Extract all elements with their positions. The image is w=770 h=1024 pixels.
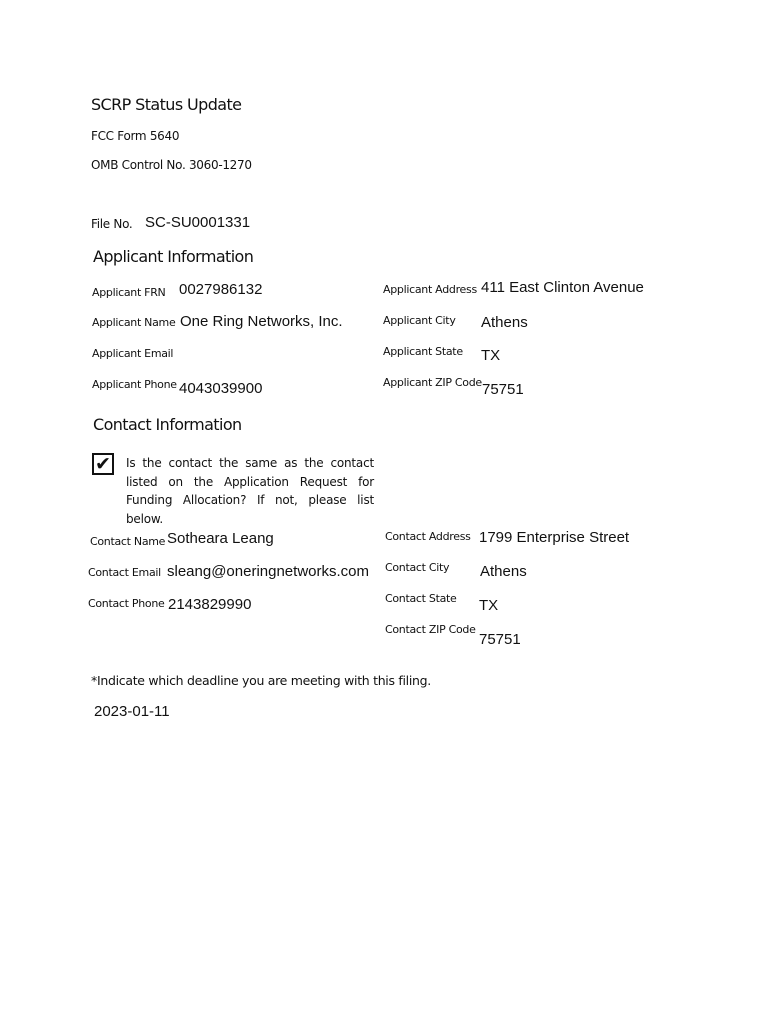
contact-info-heading: Contact Information: [93, 415, 242, 434]
applicant-frn-value: 0027986132: [179, 281, 263, 298]
applicant-state-label: Applicant State: [383, 345, 463, 358]
applicant-name-label: Applicant Name: [92, 316, 176, 329]
applicant-email-label: Applicant Email: [92, 347, 174, 360]
applicant-phone-label: Applicant Phone: [92, 378, 177, 391]
contact-email-label: Contact Email: [88, 566, 161, 579]
applicant-info-heading: Applicant Information: [93, 247, 254, 266]
applicant-city-label: Applicant City: [383, 314, 456, 327]
contact-name-label: Contact Name: [90, 535, 166, 548]
contact-city-label: Contact City: [385, 561, 450, 574]
deadline-value: 2023-01-11: [94, 703, 170, 720]
contact-email-value: sleang@oneringnetworks.com: [167, 563, 369, 580]
applicant-state-value: TX: [481, 347, 501, 364]
contact-name-value: Sotheara Leang: [167, 530, 274, 547]
same-contact-question: Is the contact the same as the contact listed on the Application Request for Funding Allocation? If not, please list below.: [126, 456, 374, 526]
same-contact-checkbox[interactable]: ✔: [92, 453, 114, 475]
contact-phone-label: Contact Phone: [88, 597, 165, 610]
applicant-address-value: 411 East Clinton Avenue: [481, 279, 644, 296]
applicant-phone-value: 4043039900: [179, 380, 263, 397]
contact-state-label: Contact State: [385, 592, 457, 605]
applicant-zip-value: 75751: [482, 381, 524, 398]
omb-control-number: OMB Control No. 3060-1270: [91, 158, 252, 172]
file-number-value: SC-SU0001331: [145, 214, 251, 231]
contact-city-value: Athens: [480, 563, 527, 580]
contact-state-value: TX: [479, 597, 499, 614]
contact-zip-label: Contact ZIP Code: [385, 623, 476, 636]
applicant-zip-label: Applicant ZIP Code: [383, 376, 482, 389]
contact-address-value: 1799 Enterprise Street: [479, 529, 630, 546]
page-title: SCRP Status Update: [91, 95, 242, 114]
form-number: FCC Form 5640: [91, 129, 180, 143]
applicant-address-label: Applicant Address: [383, 283, 477, 296]
file-number-label: File No.: [91, 217, 133, 231]
contact-phone-value: 2143829990: [168, 596, 252, 613]
contact-address-label: Contact Address: [385, 530, 471, 543]
applicant-city-value: Athens: [481, 314, 528, 331]
contact-zip-value: 75751: [479, 631, 521, 648]
applicant-frn-label: Applicant FRN: [92, 286, 166, 299]
applicant-name-value: One Ring Networks, Inc.: [180, 313, 343, 330]
deadline-note: *Indicate which deadline you are meeting with this filing.: [91, 673, 431, 688]
